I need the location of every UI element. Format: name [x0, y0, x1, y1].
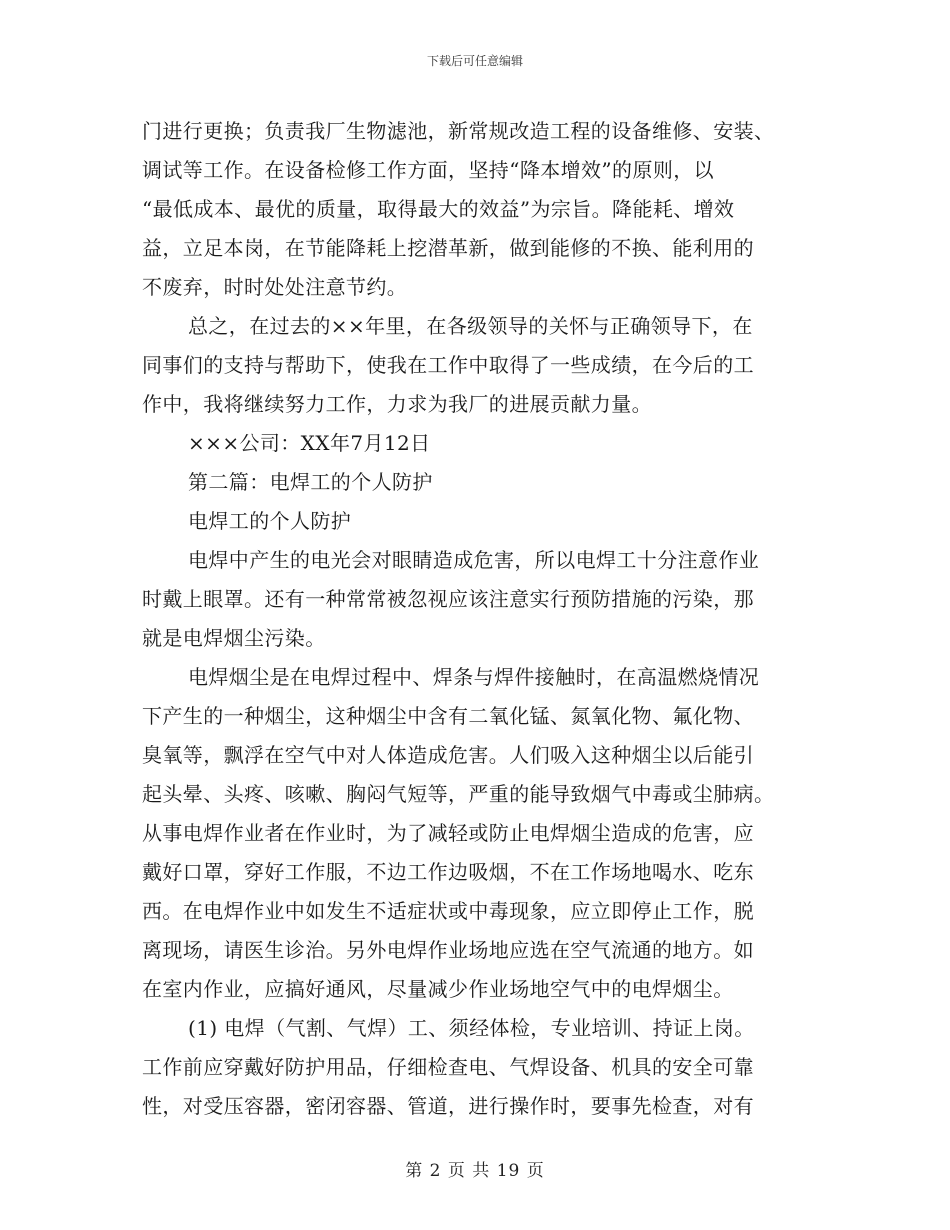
text-line: 下产生的一种烟尘，这种烟尘中含有二氧化锰、氮氧化物、氟化物、 — [142, 704, 754, 728]
text-line: 西。在电焊作业中如发生不适症状或中毒现象，应立即停止工作，脱 — [142, 899, 754, 923]
text-line: 从事电焊作业者在作业时，为了减轻或防止电焊烟尘造成的危害，应 — [142, 821, 754, 845]
text-line: 性，对受压容器，密闭容器、管道，进行操作时，要事先检查，对有 — [142, 1094, 754, 1118]
document-body — [142, 112, 810, 1126]
paragraph-start: 电焊中产生的电光会对眼睛造成危害，所以电焊工十分注意作业 — [188, 548, 760, 572]
text-line: 益，立足本岗，在节能降耗上挖潜革新，做到能修的不换、能利用的 — [142, 236, 754, 260]
text-line: “最低成本、最优的质量，取得最大的效益”为宗旨。降能耗、增效 — [142, 197, 735, 221]
text-line: 臭氧等，飘浮在空气中对人体造成危害。人们吸入这种烟尘以后能引 — [142, 743, 754, 767]
text-line: 作中，我将继续努力工作，力求为我厂的进展贡献力量。 — [142, 392, 652, 416]
page-number: 第 2 页 共 19 页 — [405, 1161, 545, 1181]
text-line: 门进行更换；负责我厂生物滤池，新常规改造工程的设备维修、安装、 — [142, 119, 775, 143]
list-item: (1) 电焊（气割、气焊）工、须经体检，专业培训、持证上岗。 — [188, 1016, 755, 1040]
page-header: 下载后可任意编辑 — [426, 54, 523, 68]
paragraph-start: 电焊烟尘是在电焊过程中、焊条与焊件接触时，在高温燃烧情况 — [188, 665, 760, 689]
text-line: 时戴上眼罩。还有一种常常被忽视应该注意实行预防措施的污染，那 — [142, 587, 754, 611]
text-line: 戴好口罩，穿好工作服，不边工作边吸烟，不在工作场地喝水、吃东 — [142, 860, 754, 884]
text-line: 工作前应穿戴好防护用品，仔细检查电、气焊设备、机具的安全可靠 — [142, 1055, 754, 1079]
text-line: 同事们的支持与帮助下，使我在工作中取得了一些成绩，在今后的工 — [142, 353, 754, 377]
text-line: 调试等工作。在设备检修工作方面，坚持“降本增效”的原则，以 — [142, 158, 715, 182]
section-title: 第二篇：电焊工的个人防护 — [188, 470, 433, 494]
subtitle: 电焊工的个人防护 — [188, 509, 352, 533]
text-line: 起头晕、头疼、咳嗽、胸闷气短等，严重的能导致烟气中毒或尘肺病。 — [142, 782, 775, 806]
paragraph-start: 总之，在过去的××年里，在各级领导的关怀与正确领导下，在 — [188, 314, 753, 338]
text-line: 在室内作业，应搞好通风，尽量减少作业场地空气中的电焊烟尘。 — [142, 977, 734, 1001]
text-line: 就是电焊烟尘污染。 — [142, 626, 326, 650]
signature-line: ×××公司：XX年7月12日 — [188, 431, 431, 455]
text-line: 离现场，请医生诊治。另外电焊作业场地应选在空气流通的地方。如 — [142, 938, 754, 962]
text-line: 不废弃，时时处处注意节约。 — [142, 275, 408, 299]
